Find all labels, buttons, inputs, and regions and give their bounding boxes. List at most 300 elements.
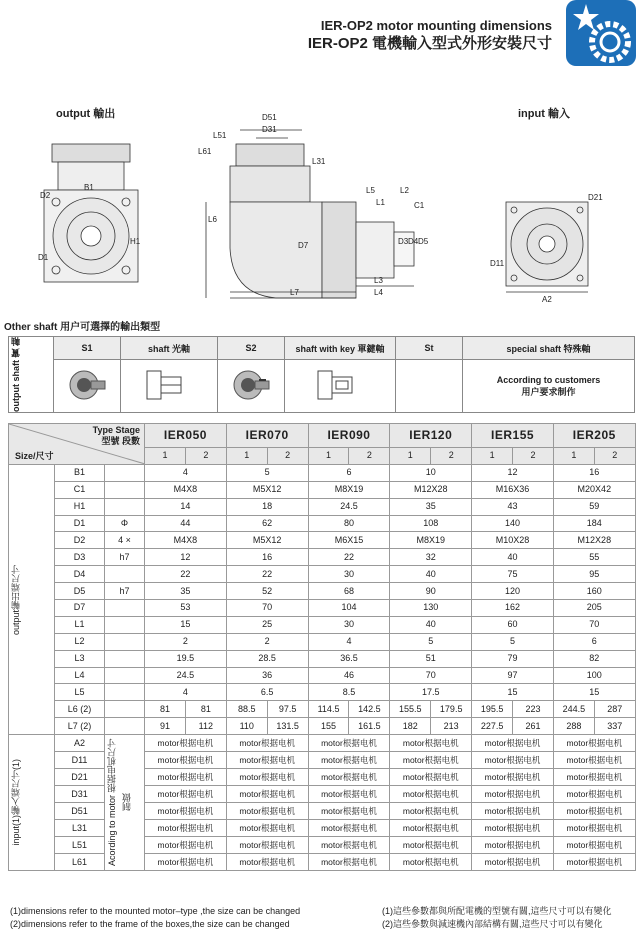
model-header-ier090: IER090 [308,424,390,448]
model-header-ier070: IER070 [226,424,308,448]
dim-label-d5: D5 [418,237,429,246]
input-group-label: input(1)輸入端尺寸(1) [9,735,55,871]
dim-label-c1: C1 [414,201,425,210]
dim-symbol: h7 [105,583,145,600]
dim-symbol [105,633,145,650]
dim-value: 24.5 [308,498,390,515]
motor-value: motor根据电机 [226,837,308,854]
dim-code: B1 [55,464,105,481]
shaft-image-s2 [218,360,285,413]
dim-label-d4: D4 [408,237,419,246]
dim-code: L61 [55,854,105,871]
dim-label-l4: L4 [374,288,383,297]
dim-label-d1: D1 [38,253,49,262]
dim-value: 22 [308,549,390,566]
dim-symbol [105,701,145,718]
dim-value: 112 [185,718,226,735]
dim-value: 59 [553,498,635,515]
dim-label-l51: L51 [213,131,227,140]
footnote-zh-2: (2)這些參數與減速機內部結構有關,這些尺寸可以有變化 [382,919,603,929]
dim-value: 30 [308,566,390,583]
dim-value: M5X12 [226,532,308,549]
motor-value: motor根据电机 [226,769,308,786]
dim-value: 244.5 [553,701,594,718]
dim-value: 155 [308,718,349,735]
dim-symbol [105,718,145,735]
dim-label-d3: D3 [398,237,409,246]
dim-value: 5 [390,633,472,650]
motor-value: motor根据电机 [226,803,308,820]
dim-value: 114.5 [308,701,349,718]
dim-code: L4 [55,667,105,684]
shaft-custom-note: According to customers 用户要求制作 [463,360,635,413]
dim-value: 53 [145,600,227,617]
dim-label-d31: D31 [262,125,277,134]
footnote-zh-1: (1)這些參數都與所配電機的型號有關,這些尺寸可以有變化 [382,906,612,916]
table-row [9,498,636,515]
dim-value: 40 [472,549,554,566]
dim-value: 142.5 [349,701,390,718]
dim-value: 8.5 [308,684,390,701]
dim-label-d21: D21 [588,193,603,202]
shaft-name-s2: shaft with key 單鍵軸 [285,337,396,360]
dim-value: 16 [553,464,635,481]
dim-value: 213 [431,718,472,735]
table-row [9,820,636,837]
dim-value: 44 [145,515,227,532]
motor-value: motor根据电机 [390,820,472,837]
dim-value: 4 [145,684,227,701]
shaft-row-label: output shaft 實 軸 [9,337,54,413]
dim-code: L3 [55,650,105,667]
motor-value: motor根据电机 [472,820,554,837]
dim-code: L2 [55,633,105,650]
dim-value: 22 [226,566,308,583]
input-label: input 輸入 [518,108,570,120]
dim-value: 81 [185,701,226,718]
model-header-ier155: IER155 [472,424,554,448]
title-zh: IER-OP2 電機輸入型式外形安裝尺寸 [307,35,552,52]
table-row [9,701,636,718]
dim-value: 25 [226,616,308,633]
dim-value: M4X8 [145,532,227,549]
dim-value: 140 [472,515,554,532]
dim-value: 36.5 [308,650,390,667]
motor-value: motor根据电机 [390,735,472,752]
dim-value: 97 [472,667,554,684]
dim-code: L31 [55,820,105,837]
dim-value: 5 [472,633,554,650]
dim-value: 6 [553,633,635,650]
dim-value: 60 [472,616,554,633]
dim-value: M6X15 [308,532,390,549]
keyed-shaft-icon [231,368,271,402]
output-label: output 輸出 [56,108,116,120]
dim-label-l1: L1 [376,198,385,207]
motor-value: motor根据电机 [308,769,390,786]
dim-symbol [105,667,145,684]
dim-value: 79 [472,650,554,667]
dim-code: D2 [55,532,105,549]
dim-value: 227.5 [472,718,513,735]
table-row [9,769,636,786]
dim-value: 95 [553,566,635,583]
dim-value: 22 [145,566,227,583]
dim-value: 120 [472,583,554,600]
keyed-shaft-drawing-icon [310,365,370,405]
dim-value: 4 [308,633,390,650]
dim-value: 32 [390,549,472,566]
dim-value: 81 [145,701,186,718]
dimension-table [8,423,636,871]
stage-header: 1 [390,448,431,465]
dimension-drawing [0,98,640,313]
footnotes-en [10,905,300,931]
dim-value: 104 [308,600,390,617]
dim-label-d7: D7 [298,241,309,250]
motor-value: motor根据电机 [145,735,227,752]
motor-value: motor根据电机 [145,752,227,769]
motor-value: motor根据电机 [145,769,227,786]
dim-code: A2 [55,735,105,752]
dim-value: 179.5 [431,701,472,718]
motor-value: motor根据电机 [472,752,554,769]
stage-header: 1 [226,448,267,465]
dim-symbol: 4 × [105,532,145,549]
dim-value: 162 [472,600,554,617]
dim-value: 14 [145,498,227,515]
size-label: Size/尺寸 [15,450,54,461]
dim-value: 90 [390,583,472,600]
motor-value: motor根据电机 [390,786,472,803]
stage-header: 1 [553,448,594,465]
table-row [9,515,636,532]
dim-value: 40 [390,616,472,633]
dim-value: M12X28 [390,481,472,498]
stage-header: 2 [185,448,226,465]
dim-value: 5 [226,464,308,481]
model-header-ier050: IER050 [145,424,227,448]
motor-value: motor根据电机 [553,820,635,837]
dim-label-a2: A2 [542,295,552,304]
dim-label-l61: L61 [198,147,212,156]
dim-value: M8X19 [390,532,472,549]
motor-value: motor根据电机 [553,752,635,769]
dim-label-l31: L31 [312,157,326,166]
dim-label-b1: B1 [84,183,94,192]
motor-value: motor根据电机 [226,786,308,803]
dim-label-l2: L2 [400,186,409,195]
table-row [9,600,636,617]
header [308,18,552,54]
dim-value: M5X12 [226,481,308,498]
dim-value: 155.5 [390,701,431,718]
dim-value: M8X19 [308,481,390,498]
dim-value: 91 [145,718,186,735]
according-to-motor-label: Acording to motor 根据电机尺寸制做 [105,735,145,871]
motor-value: motor根据电机 [226,854,308,871]
motor-value: motor根据电机 [145,837,227,854]
motor-value: motor根据电机 [472,854,554,871]
motor-value: motor根据电机 [553,786,635,803]
motor-value: motor根据电机 [308,803,390,820]
stage-header: 1 [145,448,186,465]
dim-label-h1: H1 [130,237,141,246]
table-row [9,735,636,752]
dim-value: 131.5 [267,718,308,735]
motor-value: motor根据电机 [145,820,227,837]
dim-code: L51 [55,837,105,854]
dim-value: 70 [390,667,472,684]
footnote-en-2: (2)dimensions refer to the frame of the boxes,the size can be changed [10,919,290,929]
motor-value: motor根据电机 [226,820,308,837]
dim-symbol [105,481,145,498]
dim-symbol [105,566,145,583]
dim-value: 35 [390,498,472,515]
motor-value: motor根据电机 [472,769,554,786]
motor-value: motor根据电机 [390,769,472,786]
dim-value: 337 [594,718,635,735]
dim-code: D1 [55,515,105,532]
dim-value: M4X8 [145,481,227,498]
table-row [9,786,636,803]
dim-value: M10X28 [472,532,554,549]
dim-value: 261 [513,718,554,735]
model-header-ier120: IER120 [390,424,472,448]
dim-code: D4 [55,566,105,583]
dim-code: D11 [55,752,105,769]
shaft-code-s2: S2 [218,337,285,360]
dim-value: 35 [145,583,227,600]
motor-value: motor根据电机 [553,837,635,854]
table-row [9,583,636,600]
dim-label-l5: L5 [366,186,375,195]
dim-symbol: Φ [105,515,145,532]
motor-value: motor根据电机 [226,735,308,752]
model-header-ier205: IER205 [553,424,635,448]
dim-value: 161.5 [349,718,390,735]
stage-header: 2 [513,448,554,465]
shaft-image-st [396,360,463,413]
dim-value: 10 [390,464,472,481]
table-row [9,532,636,549]
dim-value: M20X42 [553,481,635,498]
dim-value: 70 [553,616,635,633]
other-shaft-label: Other shaft 用户可選擇的輸出類型 [4,322,161,333]
table-row [9,650,636,667]
dim-code: L6 (2) [55,701,105,718]
dim-value: 17.5 [390,684,472,701]
shaft-drawing-s2 [285,360,396,413]
dim-value: 108 [390,515,472,532]
table-row [9,481,636,498]
shaft-drawing-s1 [121,360,218,413]
dim-value: 182 [390,718,431,735]
dim-value: 97.5 [267,701,308,718]
dim-label-l6: L6 [208,215,217,224]
smooth-shaft-icon [67,368,107,402]
dim-value: 288 [553,718,594,735]
footnotes-zh [382,905,612,931]
dim-value: 55 [553,549,635,566]
stage-header: 1 [472,448,513,465]
dim-symbol [105,498,145,515]
motor-value: motor根据电机 [308,752,390,769]
dim-code: C1 [55,481,105,498]
motor-value: motor根据电机 [226,752,308,769]
dim-code: L7 (2) [55,718,105,735]
dim-symbol [105,600,145,617]
table-row [9,667,636,684]
motor-value: motor根据电机 [308,735,390,752]
motor-value: motor根据电机 [390,854,472,871]
table-row [9,633,636,650]
dim-code: D31 [55,786,105,803]
dim-value: M12X28 [553,532,635,549]
motor-value: motor根据电机 [308,837,390,854]
dim-value: 75 [472,566,554,583]
dim-value: 82 [553,650,635,667]
dim-value: 160 [553,583,635,600]
stage-header: 2 [431,448,472,465]
output-group-label: output輸出端尺寸 [9,464,55,734]
dim-label-l3: L3 [374,276,383,285]
dim-value: 4 [145,464,227,481]
dim-symbol: h7 [105,549,145,566]
dim-value: 52 [226,583,308,600]
dim-symbol [105,684,145,701]
dim-symbol [105,650,145,667]
motor-value: motor根据电机 [553,769,635,786]
shaft-image-s1 [54,360,121,413]
dim-value: 70 [226,600,308,617]
dim-symbol [105,464,145,481]
dim-value: 18 [226,498,308,515]
dim-value: 28.5 [226,650,308,667]
dim-value: 24.5 [145,667,227,684]
stage-header: 2 [594,448,635,465]
shaft-code-st: St [396,337,463,360]
dim-value: 16 [226,549,308,566]
dim-value: 62 [226,515,308,532]
dim-symbol [105,616,145,633]
dim-label-d11: D11 [490,259,505,268]
dim-value: 6.5 [226,684,308,701]
motor-value: motor根据电机 [553,854,635,871]
type-stage-label: Type Stage 型號 段數 [92,425,141,446]
dim-value: 12 [145,549,227,566]
dim-code: D7 [55,600,105,617]
dim-code: D5 [55,583,105,600]
table-row [9,549,636,566]
motor-value: motor根据电机 [553,803,635,820]
table-row [9,566,636,583]
dim-code: D21 [55,769,105,786]
table-row [9,616,636,633]
table-row [9,854,636,871]
motor-value: motor根据电机 [472,803,554,820]
dim-code: H1 [55,498,105,515]
title-en: IER-OP2 motor mounting dimensions [320,18,552,33]
stage-header: 1 [308,448,349,465]
dim-value: 40 [390,566,472,583]
dim-value: 15 [145,616,227,633]
motor-value: motor根据电机 [145,854,227,871]
motor-value: motor根据电机 [308,820,390,837]
motor-value: motor根据电机 [390,752,472,769]
dim-label-l7: L7 [290,288,299,297]
motor-value: motor根据电机 [308,786,390,803]
dim-code: D51 [55,803,105,820]
dim-value: 15 [472,684,554,701]
stage-header: 2 [267,448,308,465]
dim-value: 287 [594,701,635,718]
shaft-code-s1: S1 [54,337,121,360]
dim-value: 100 [553,667,635,684]
dim-value: 46 [308,667,390,684]
shaft-name-s1: shaft 光軸 [121,337,218,360]
shaft-drawing-icon [139,365,199,405]
motor-value: motor根据电机 [472,837,554,854]
dim-label-d51: D51 [262,113,277,122]
dim-value: 68 [308,583,390,600]
dim-value: 205 [553,600,635,617]
motor-value: motor根据电机 [145,803,227,820]
dim-value: 12 [472,464,554,481]
dim-value: 51 [390,650,472,667]
motor-value: motor根据电机 [390,803,472,820]
dim-code: L1 [55,616,105,633]
dim-value: 195.5 [472,701,513,718]
dim-code: L5 [55,684,105,701]
table-row [9,464,636,481]
dim-value: 15 [553,684,635,701]
dim-value: 110 [226,718,267,735]
stage-header: 2 [349,448,390,465]
table-row [9,684,636,701]
motor-value: motor根据电机 [308,854,390,871]
motor-value: motor根据电机 [390,837,472,854]
dim-value: 80 [308,515,390,532]
shaft-options-table [8,336,635,413]
dim-value: 88.5 [226,701,267,718]
dim-code: D3 [55,549,105,566]
motor-value: motor根据电机 [553,735,635,752]
motor-value: motor根据电机 [145,786,227,803]
dim-value: 36 [226,667,308,684]
motor-value: motor根据电机 [472,786,554,803]
table-row [9,803,636,820]
dim-value: 30 [308,616,390,633]
dim-value: 2 [226,633,308,650]
dim-value: M16X36 [472,481,554,498]
dim-label-d2: D2 [40,191,51,200]
footnote-en-1: (1)dimensions refer to the mounted motor–type ,the size can be changed [10,906,301,916]
dim-value: 223 [513,701,554,718]
table-row [9,718,636,735]
table-row [9,752,636,769]
table-row [9,837,636,854]
shaft-name-st: special shaft 特殊軸 [463,337,635,360]
dim-value: 43 [472,498,554,515]
dim-value: 2 [145,633,227,650]
dim-value: 130 [390,600,472,617]
dim-value: 6 [308,464,390,481]
dim-value: 184 [553,515,635,532]
company-logo [560,0,640,70]
dim-value: 19.5 [145,650,227,667]
type-stage-header [9,424,145,465]
